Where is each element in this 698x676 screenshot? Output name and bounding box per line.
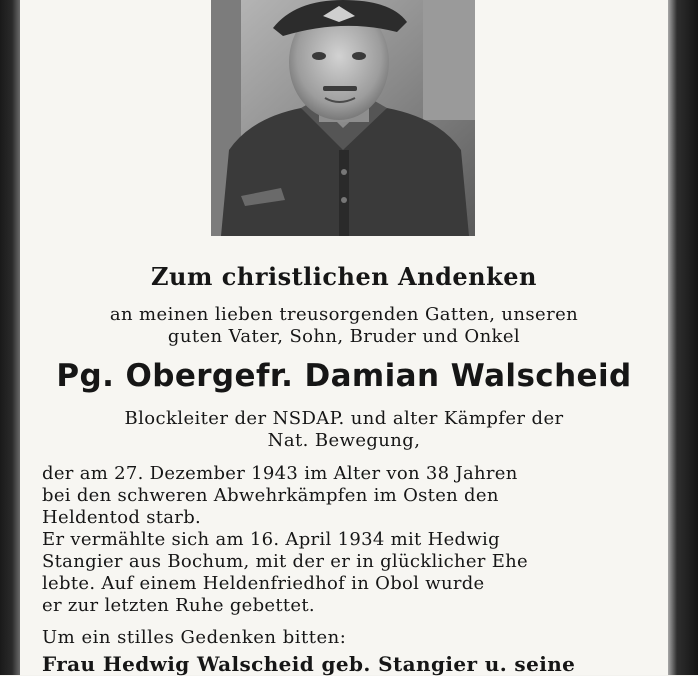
bio-line: lebte. Auf einem Heldenfriedhof in Obol wurde [42,573,485,594]
scan-edge-right [668,0,698,675]
remembrance-request: Um ein stilles Gedenken bitten: [42,627,347,648]
heading: Zum christlichen Andenken [151,262,537,291]
scan-edge-left [0,0,20,675]
bio-line: bei den schweren Abwehrkämpfen im Osten den [42,485,499,506]
bio-line: Er vermählte sich am 16. April 1934 mit Hedwig [42,529,500,550]
dedication-line: guten Vater, Sohn, Bruder und Onkel [167,326,521,347]
deceased-name: Pg. Obergefr. Damian Walscheid [56,358,632,394]
dedication [42,304,646,348]
signers-line: Frau Hedwig Walscheid geb. Stangier u. seine [42,652,576,676]
portrait-photo [211,0,475,236]
role-description [42,408,646,452]
bio-line: er zur letzten Ruhe gebettet. [42,595,315,616]
bio-line: Stangier aus Bochum, mit der er in glücklicher Ehe [42,551,529,572]
bio-line: Heldentod starb. [42,507,202,528]
dedication-line: an meinen lieben treusorgenden Gatten, unseren [109,304,579,325]
role-line: Blockleiter der NSDAP. und alter Kämpfer der [124,408,564,429]
bio-line: der am 27. Dezember 1943 im Alter von 38 Jahren [42,463,518,484]
biography [42,463,646,617]
memorial-card [20,0,668,675]
role-line: Nat. Bewegung, [267,430,421,451]
